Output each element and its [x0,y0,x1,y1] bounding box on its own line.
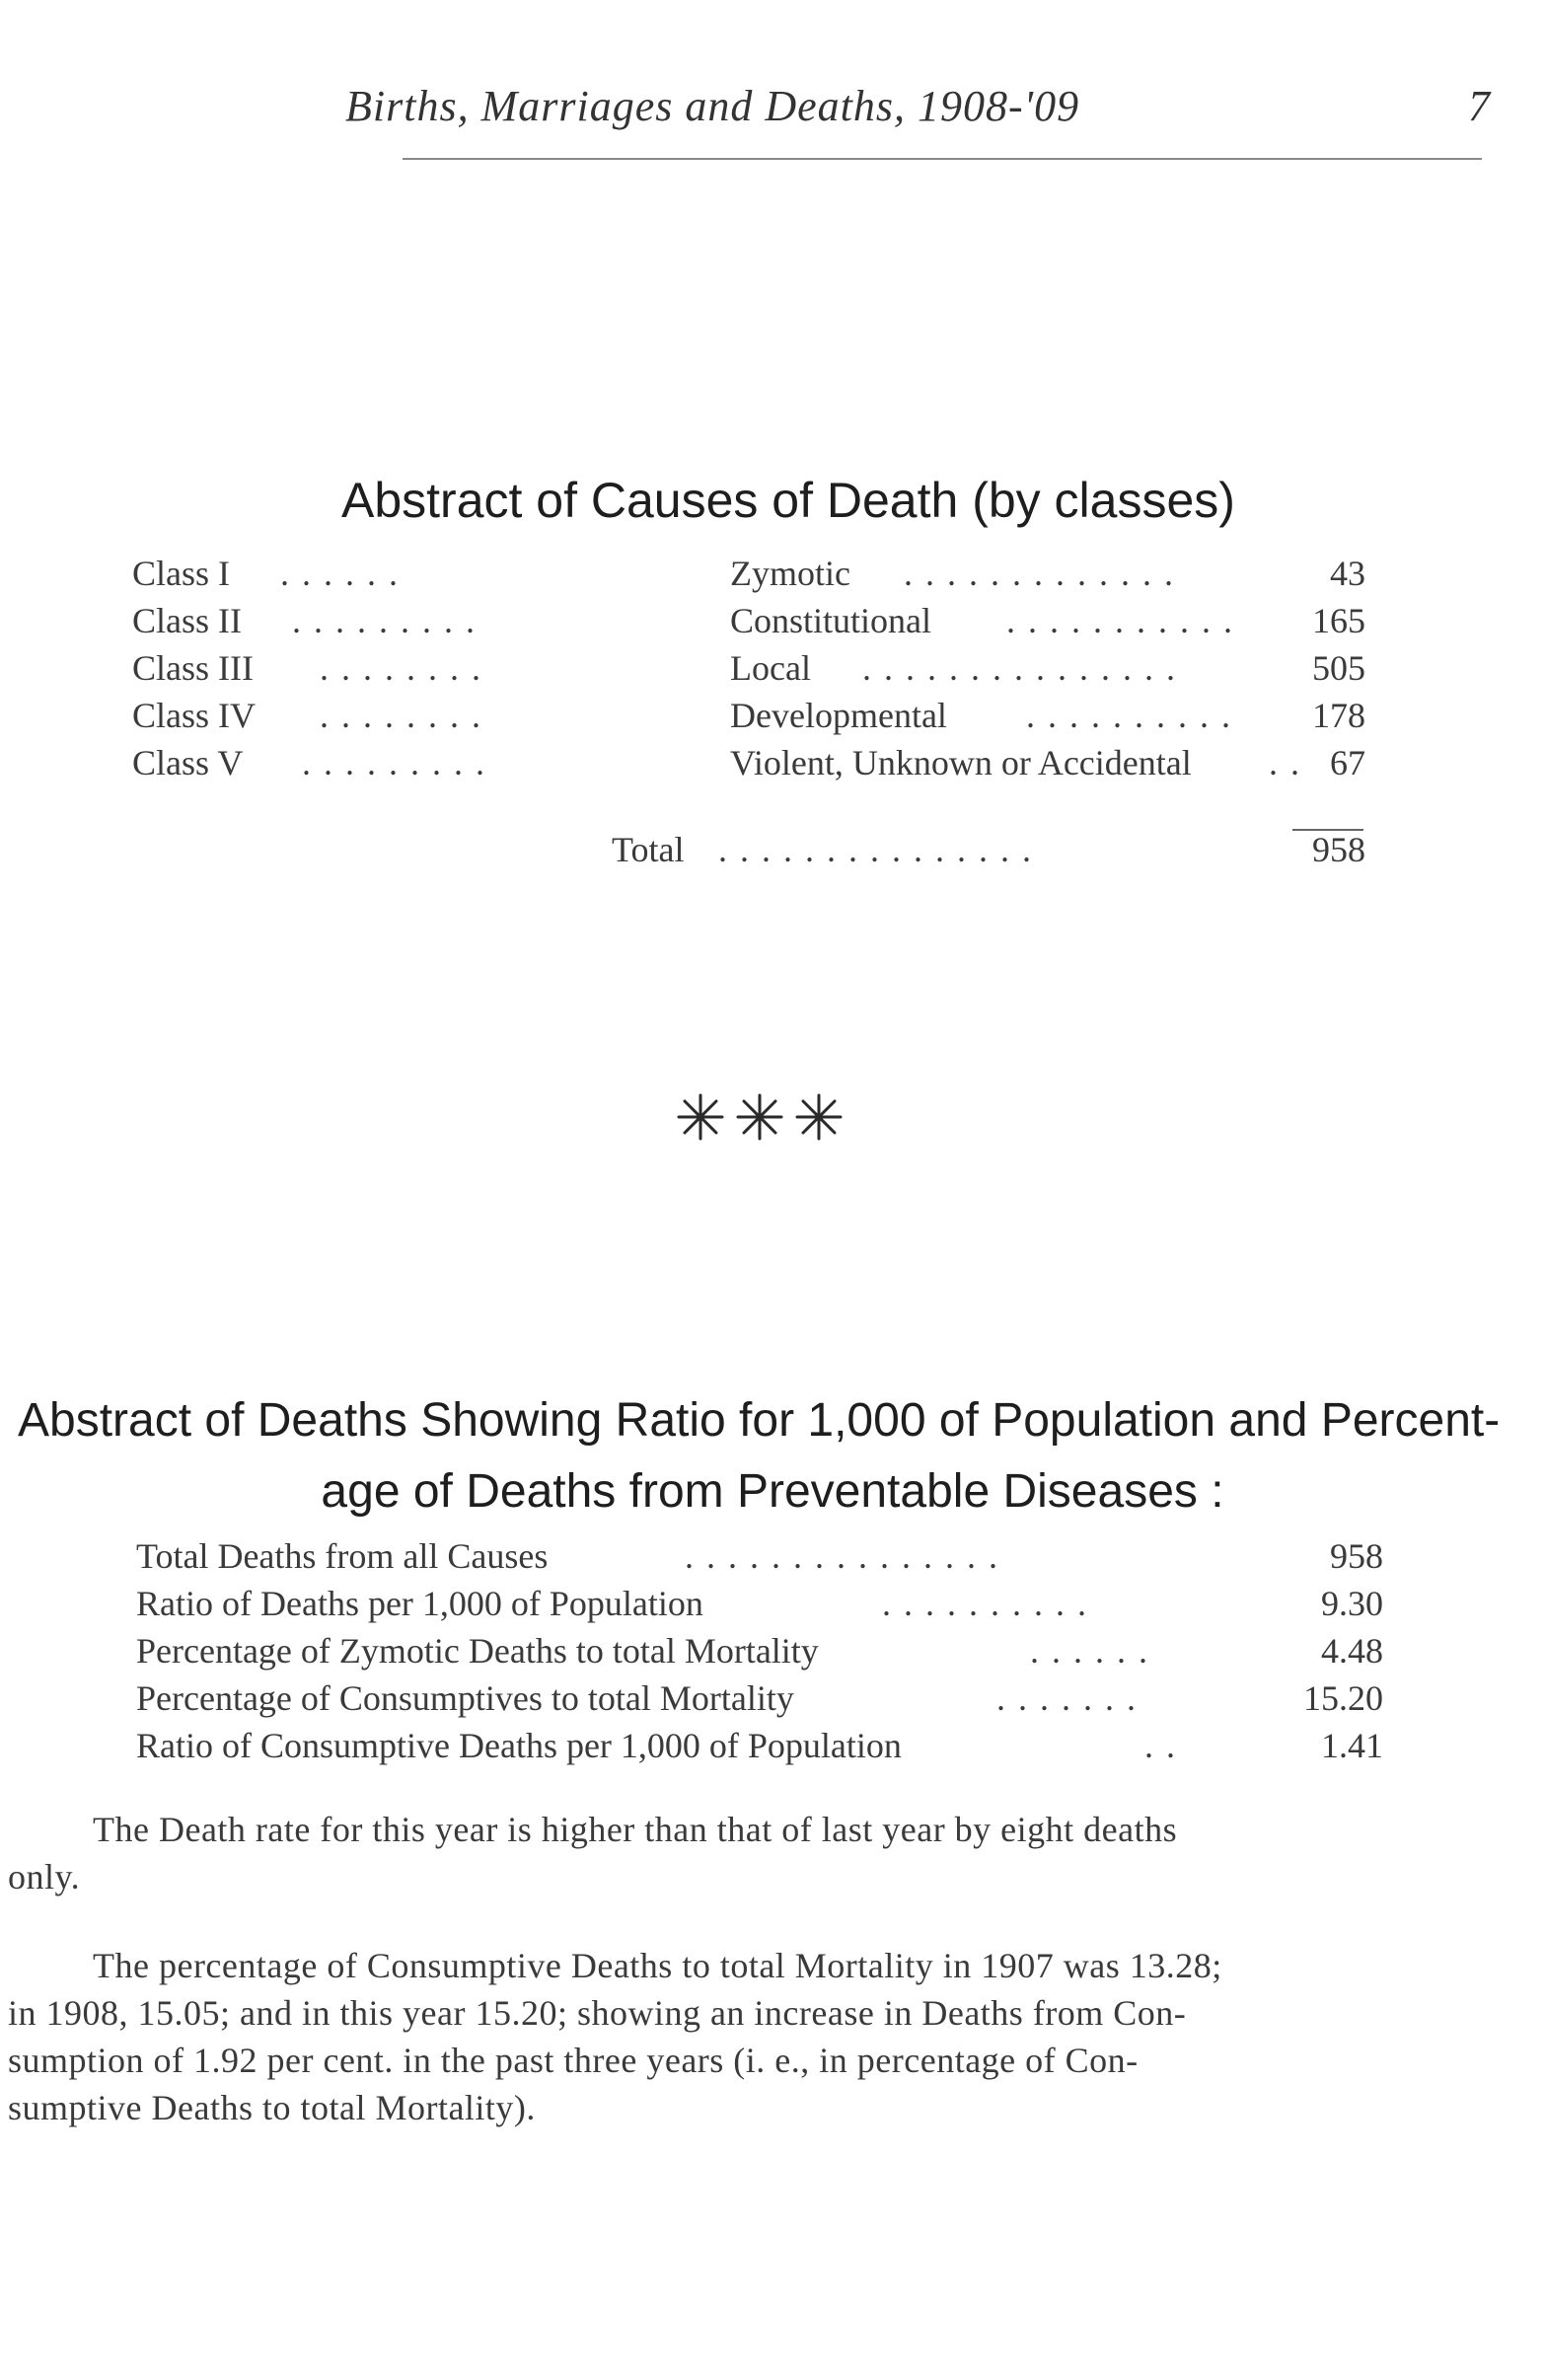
leader-dots: . . . . . . . . . [292,601,477,640]
ratio-label: Percentage of Consumptives to total Mortality [136,1678,794,1718]
class-row [132,695,1365,740]
class-count: 67 [1330,743,1365,782]
class-label: Class II [132,601,242,640]
paragraph-1-line1: The Death rate for this year is higher than that of last year by eight deaths [93,1810,1178,1849]
header-rule [403,158,1482,160]
cause-label: Local [730,648,811,688]
page-number: 7 [1468,82,1490,130]
class-label: Class I [132,554,230,593]
cause-label: Zymotic [730,554,850,593]
paragraph-2-line2: in 1908, 15.05; and in this year 15.20; showing an increase in Deaths from Con- [8,1993,1187,2033]
ornament-asterisms [671,1087,848,1147]
leader-dots: . . . . . . [280,554,400,593]
ratio-row [136,1677,1383,1723]
total-label: Total [612,830,685,869]
causes-heading: Abstract of Causes of Death (by classes) [341,473,1235,528]
leader-dots: . . . . . . . . [320,696,482,735]
leader-dots: . . . . . . . [996,1678,1138,1718]
class-row [132,553,1365,598]
paragraph-2-line4: sumptive Deaths to total Mortality). [8,2088,536,2127]
cause-label: Violent, Unknown or Accidental [730,743,1192,782]
ratio-value: 4.48 [1321,1631,1383,1671]
class-row [132,600,1365,645]
class-label: Class IV [132,696,256,735]
ratio-label: Percentage of Zymotic Deaths to total Mortality [136,1631,819,1671]
leader-dots: . . [1269,743,1301,782]
leader-dots: . . . . . . . . . . . . . [904,554,1175,593]
class-label: Class III [132,648,254,688]
leader-dots: . . [1144,1726,1177,1765]
paragraph-2-line1: The percentage of Consumptive Deaths to total Mortality in 1907 was 13.28; [93,1946,1222,1985]
leader-dots: . . . . . . . . . . . . . . . [862,648,1177,688]
ratio-row [136,1583,1383,1628]
leader-dots: . . . . . . . . . . [1026,696,1232,735]
class-row [132,647,1365,693]
ratio-heading-line1: Abstract of Deaths Showing Ratio for 1,000 of Population and Percent- [18,1394,1501,1447]
leader-dots: . . . . . . . . . . . . . . . [718,830,1033,869]
ratio-row [136,1725,1383,1770]
class-count: 505 [1312,648,1365,688]
cause-label: Constitutional [730,601,932,640]
ratio-value: 15.20 [1303,1678,1383,1718]
leader-dots: . . . . . . . . . . [882,1584,1088,1623]
total-row [612,829,1365,874]
leader-dots: . . . . . . . . [320,648,482,688]
class-count: 165 [1312,601,1365,640]
cause-label: Developmental [730,696,947,735]
leader-dots: . . . . . . . . . . . [1006,601,1234,640]
class-label: Class V [132,743,244,782]
ratio-row [136,1630,1383,1675]
running-header-title: Births, Marriages and Deaths, 1908-'09 [345,82,1080,130]
ratio-value: 1.41 [1321,1726,1383,1765]
class-row [132,742,1365,787]
ratio-label: Ratio of Deaths per 1,000 of Population [136,1584,703,1623]
leader-dots: . . . . . . [1030,1631,1149,1671]
leader-dots: . . . . . . . . . . . . . . . [685,1536,999,1576]
ratio-value: 958 [1330,1536,1383,1576]
ratio-heading-line2: age of Deaths from Preventable Diseases : [321,1465,1224,1518]
ratio-value: 9.30 [1321,1584,1383,1623]
class-count: 178 [1312,696,1365,735]
paragraph-2-line3: sumption of 1.92 per cent. in the past three years (i. e., in percentage of Con- [8,2041,1139,2080]
total-value: 958 [1312,830,1365,869]
leader-dots: . . . . . . . . . [302,743,486,782]
ratio-row [136,1535,1383,1581]
paragraph-1-line2: only. [8,1857,81,1897]
ratio-label: Total Deaths from all Causes [136,1536,549,1576]
ratio-label: Ratio of Consumptive Deaths per 1,000 of Population [136,1726,902,1765]
class-count: 43 [1330,554,1365,593]
